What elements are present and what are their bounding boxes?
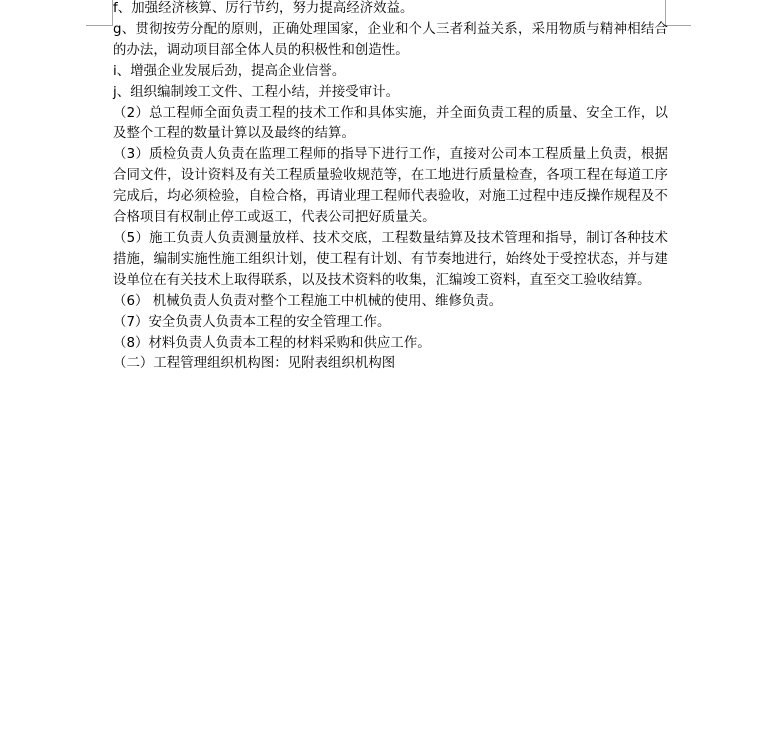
- paragraph-3-quality-inspector: （3）质检负责人负责在监理工程师的指导下进行工作，直接对公司本工程质量上负责，根据合同文件，设计资料及有关工程质量验收规范等，在工地进行质量检查，各项工程在每道工序完成后，均必须检验，自检合格，再请业理工程师代表验收，对施工过程中违反操作规程及不合格项目有权制止停工或返工，代表公司把好质量关。: [113, 147, 668, 226]
- paragraph-i-enterprise-reputation: i、增强企业发展后劲，提高企业信誉。: [113, 63, 346, 79]
- crop-mark-top-left-horizontal: [86, 25, 113, 26]
- crop-mark-top-right-horizontal: [665, 25, 691, 26]
- paragraph-6-machinery-lead: （6） 机械负责人负责对整个工程施工中机械的使用、维修负责。: [113, 293, 503, 309]
- paragraph-5-construction-lead: （5）施工负责人负责测量放样、技术交底，工程数量结算及技术管理和指导，制订各种技术措施，编制实施性施工组织计划，使工程有计划、有节奏地进行，始终处于受控状态，并与建设单位在有关技术上取得联系，以及技术资料的收集，汇编竣工资料，直至交工验收结算。: [113, 230, 668, 288]
- section-heading-organization-chart: （二）工程管理组织机构图：见附表组织机构图: [113, 356, 396, 372]
- paragraph-j-completion-documents: j、组织编制竣工文件、工程小结，并接受审计。: [113, 84, 400, 100]
- document-body: [113, 0, 668, 375]
- paragraph-g-distribution-principle: g、贯彻按劳分配的原则，正确处理国家，企业和个人三者利益关系，采用物质与精神相结合的办法，调动项目部全体人员的积极性和创造性。: [113, 21, 668, 58]
- paragraph-8-materials-lead: （8）材料负责人负责本工程的材料采购和供应工作。: [113, 335, 431, 351]
- paragraph-f-economic-accounting: f、加强经济核算、厉行节约，努力提高经济效益。: [113, 1, 414, 16]
- paragraph-2-chief-engineer: （2）总工程师全面负责工程的技术工作和具体实施，并全面负责工程的质量、安全工作，以及整个工程的数量计算以及最终的结算。: [113, 105, 668, 142]
- paragraph-7-safety-lead: （7）安全负责人负责本工程的安全管理工作。: [113, 314, 391, 330]
